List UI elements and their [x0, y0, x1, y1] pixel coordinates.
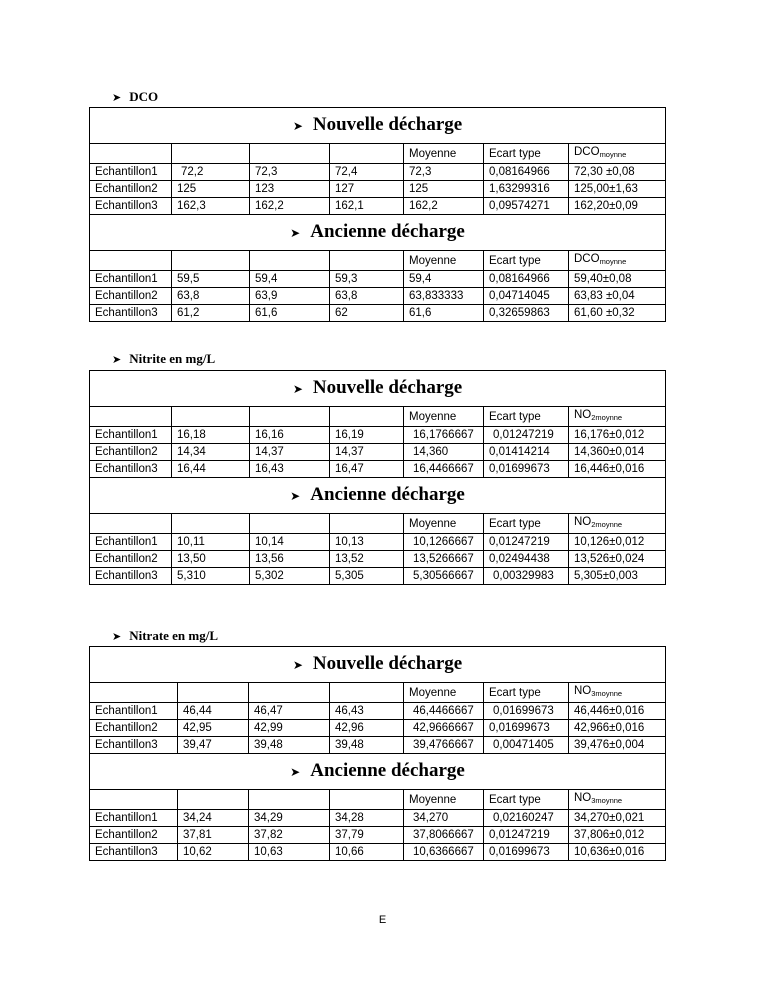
- arrow-bullet-icon: ➤: [290, 488, 301, 503]
- arrow-bullet-icon: ➤: [112, 631, 122, 643]
- arrow-bullet-icon: ➤: [292, 381, 303, 396]
- column-header-row: Moyenne Ecart type $NO_{3moynne}$: [90, 790, 666, 810]
- table-row: Echantillon1 16,18 16,16 16,19 16,1766667 0,01247219 16,176±0,012: [90, 427, 666, 444]
- section-title-dco: ➤ DCO: [112, 89, 159, 104]
- arrow-bullet-icon: ➤: [290, 225, 301, 240]
- arrow-bullet-icon: ➤: [292, 657, 303, 672]
- table-row: Echantillon3 162,3 162,2 162,1 162,2 0,09574271 162,20±0,09: [90, 198, 666, 215]
- column-header-row: Moyenne Ecart type $DCO_{moynne}$: [90, 144, 666, 164]
- page-footer: E: [378, 914, 387, 926]
- table-row: Echantillon2 14,34 14,37 14,37 14,360 0,01414214 14,360±0,014: [90, 444, 666, 461]
- group-heading: ➤ Ancienne décharge: [90, 754, 666, 790]
- arrow-bullet-icon: ➤: [112, 354, 122, 366]
- section-title-nitrite: ➤ Nitrite en mg/L: [112, 351, 216, 366]
- group-heading: ➤ Ancienne décharge: [90, 215, 666, 251]
- column-header-row: Moyenne Ecart type $DCO_{moynne}$: [90, 251, 666, 271]
- table-row: Echantillon1 59,5 59,4 59,3 59,4 0,08164966 59,40±0,08: [90, 271, 666, 288]
- table-row: Echantillon3 5,310 5,302 5,305 5,30566667 0,00329983 5,305±0,003: [90, 568, 666, 585]
- nitrate-table: [89, 646, 666, 861]
- table-row: Echantillon1 34,24 34,29 34,28 34,270 0,02160247 34,270±0,021: [90, 810, 666, 827]
- nitrite-table: [89, 370, 666, 585]
- group-heading: ➤ Nouvelle décharge: [90, 647, 666, 683]
- table-row: Echantillon2 13,50 13,56 13,52 13,5266667 0,02494438 13,526±0,024: [90, 551, 666, 568]
- arrow-bullet-icon: ➤: [112, 92, 122, 104]
- table-row: Echantillon3 10,62 10,63 10,66 10,6366667 0,01699673 10,636±0,016: [90, 844, 666, 861]
- column-header-row: Moyenne Ecart type $NO_{2moynne}$: [90, 407, 666, 427]
- arrow-bullet-icon: ➤: [292, 118, 303, 133]
- table-row: Echantillon2 42,95 42,99 42,96 42,9666667 0,01699673 42,966±0,016: [90, 720, 666, 737]
- section-title-nitrate: ➤ Nitrate en mg/L: [112, 628, 219, 643]
- column-header-row: Moyenne Ecart type $NO_{3moynne}$: [90, 683, 666, 703]
- table-row: Echantillon2 63,8 63,9 63,8 63,833333 0,04714045 63,83 ±0,04: [90, 288, 666, 305]
- table-row: Echantillon3 16,44 16,43 16,47 16,4466667 0,01699673 16,446±0,016: [90, 461, 666, 478]
- table-row: Echantillon2 37,81 37,82 37,79 37,8066667 0,01247219 37,806±0,012: [90, 827, 666, 844]
- group-heading: ➤ Nouvelle décharge: [90, 108, 666, 144]
- table-row: Echantillon1 46,44 46,47 46,43 46,4466667 0,01699673 46,446±0,016: [90, 703, 666, 720]
- group-heading: ➤ Ancienne décharge: [90, 478, 666, 514]
- group-heading: ➤ Nouvelle décharge: [90, 371, 666, 407]
- dco-table: [89, 107, 666, 322]
- table-row: Echantillon3 61,2 61,6 62 61,6 0,32659863 61,60 ±0,32: [90, 305, 666, 322]
- column-header-row: Moyenne Ecart type $NO_{2moynne}$: [90, 514, 666, 534]
- table-row: Echantillon1 10,11 10,14 10,13 10,1266667 0,01247219 10,126±0,012: [90, 534, 666, 551]
- table-row: Echantillon3 39,47 39,48 39,48 39,4766667 0,00471405 39,476±0,004: [90, 737, 666, 754]
- table-row: Echantillon1 72,2 72,3 72,4 72,3 0,08164966 72,30 ±0,08: [90, 164, 666, 181]
- table-row: Echantillon2 125 123 127 125 1,63299316 125,00±1,63: [90, 181, 666, 198]
- arrow-bullet-icon: ➤: [290, 764, 301, 779]
